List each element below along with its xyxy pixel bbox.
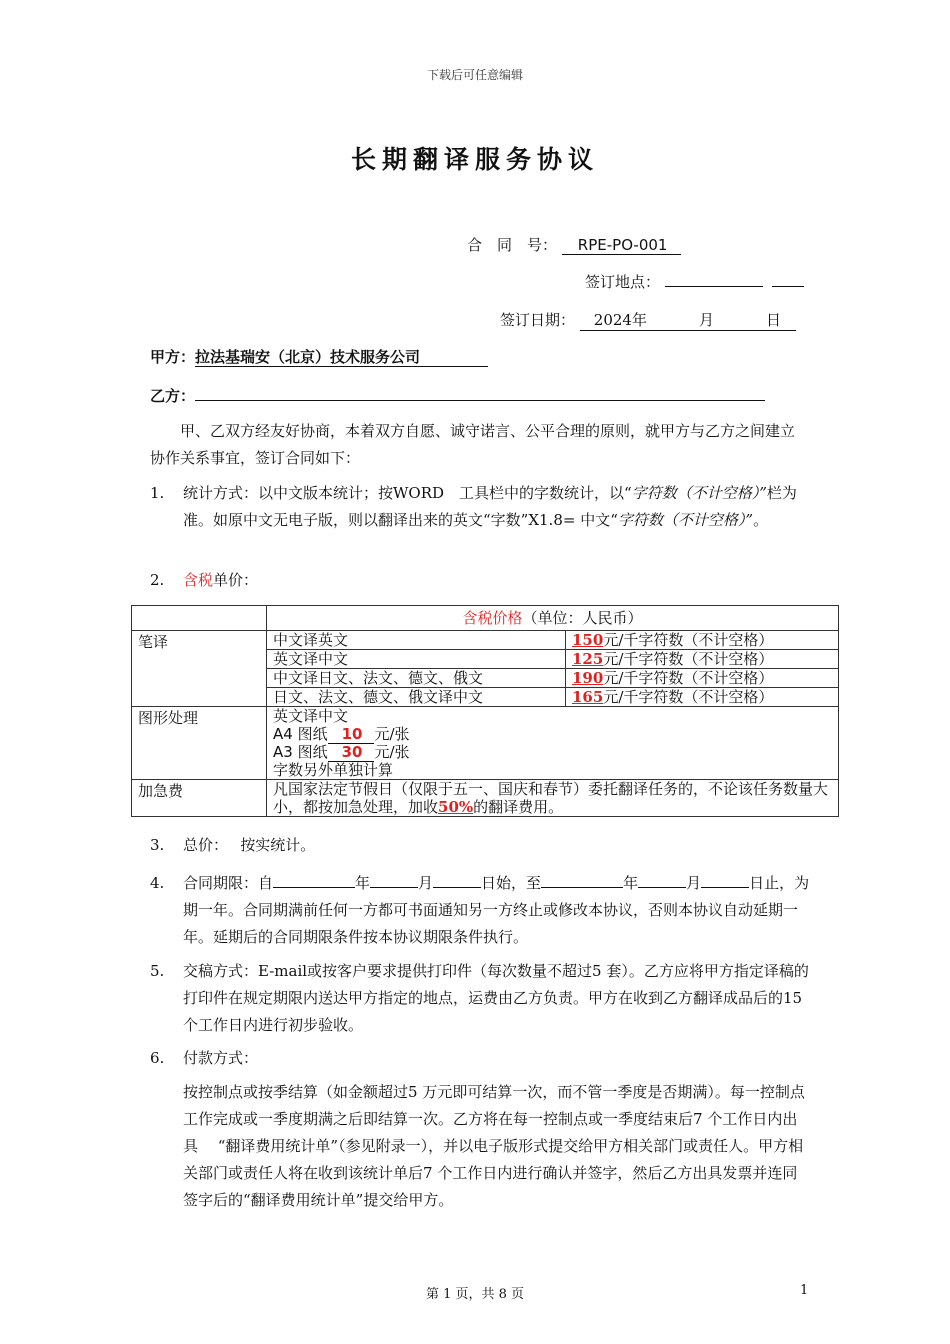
clause-4-number: 4. xyxy=(150,874,165,892)
table-row xyxy=(267,650,838,669)
translation-label: 笔译 xyxy=(132,631,267,707)
clause-1 xyxy=(150,480,810,534)
urgent-label: 加急费 xyxy=(132,780,267,817)
clause-6-number: 6. xyxy=(150,1049,165,1067)
pair-cell: 日文、法文、德文、俄文译中文 xyxy=(267,688,566,707)
party-a-label: 甲方： xyxy=(150,348,196,366)
clause-1-text xyxy=(183,480,810,534)
party-b-row xyxy=(150,385,765,406)
clause-4-month: 月 xyxy=(418,874,434,892)
clause-4-text xyxy=(183,870,810,951)
price-unit: 元/千字符数（不计空格） xyxy=(603,688,774,706)
urgent-cell xyxy=(267,780,839,817)
sign-date-label: 签订日期： xyxy=(500,311,576,329)
a4-unit: 元/张 xyxy=(374,725,410,743)
a3-unit: 元/张 xyxy=(374,743,410,761)
header-cell xyxy=(267,606,839,631)
page-number: 1 xyxy=(800,1283,809,1298)
translation-subtable xyxy=(267,631,838,706)
price-value: 150 xyxy=(572,631,604,649)
clause-1-part-c: 栏为准。如原中文无电子版，则以翻译出来的英文“字数”X1.8= 中文“ xyxy=(183,484,797,529)
contract-number-row xyxy=(467,234,681,255)
clause-2-number: 2. xyxy=(150,571,165,589)
clause-6-body-wrap xyxy=(150,1079,810,1214)
clause-6-body: 按控制点或按季结算（如金额超过5 万元即可结算一次，而不管一季度是否期满）。每一控制点工作完成或一季度期满之后即结算一次。乙方将在每一控制点或一季度结束后7 个工作日内出具 “翻译费用统计单”（参见附录一），并以电子版形式提交给甲方相关部门或责任人。甲方相关部门或责任人将在收到该统计单后7 个工作日内进行确认并签字，然后乙方出具发票并连同签字后的“翻译费用统计单”提交给甲方。 xyxy=(183,1083,805,1209)
graphics-a3 xyxy=(273,743,832,761)
price-value: 190 xyxy=(572,669,604,687)
translation-cell xyxy=(267,631,839,707)
price-cell xyxy=(566,669,839,688)
header-rest: （单位：人民币） xyxy=(522,609,643,627)
clause-1-number: 1. xyxy=(150,484,165,502)
sign-date-day: 日 xyxy=(766,311,782,329)
table-row xyxy=(267,669,838,688)
translation-row xyxy=(132,631,839,707)
blank xyxy=(701,873,749,888)
urgent-row xyxy=(132,780,839,817)
urgent-percent: 50% xyxy=(438,798,474,816)
party-b-label: 乙方： xyxy=(150,387,196,405)
price-cell xyxy=(566,631,839,650)
sign-place-blank-2 xyxy=(772,272,804,287)
clause-5-text: 交稿方式：E-mail或按客户要求提供打印件（每次数量不超过5 套）。乙方应将甲方指定译稿的打印件在规定期限内送达甲方指定的地点，运费由乙方负责。甲方在收到乙方翻译成品后的15 个工作日内进行初步验收。 xyxy=(183,962,818,1034)
contract-number-value: RPE-PO-001 xyxy=(562,236,682,255)
contract-number-label: 合 同 号： xyxy=(467,236,558,254)
price-unit: 元/千字符数（不计空格） xyxy=(603,669,774,687)
clause-4 xyxy=(150,870,810,951)
a4-label: A4 图纸 xyxy=(273,725,328,743)
clause-2 xyxy=(150,567,810,594)
clause-6-title: 付款方式： xyxy=(183,1049,259,1067)
price-table-header xyxy=(132,606,839,631)
pair-cell: 中文译英文 xyxy=(267,631,566,650)
graphics-label: 图形处理 xyxy=(132,707,267,780)
a4-price: 10 xyxy=(328,725,375,744)
sign-date-value xyxy=(580,309,796,331)
urgent-text-b: 的翻译费用。 xyxy=(473,798,564,816)
blank xyxy=(370,873,418,888)
clause-1-part-a: 统计方式：以中文版本统计；按WORD 工具栏中的字数统计，以“ xyxy=(183,484,632,502)
clause-3-text: 总价： 按实统计。 xyxy=(183,836,316,854)
clause-4-start: 日始，至 xyxy=(481,874,542,892)
graphics-row xyxy=(132,707,839,780)
clause-1-part-b: 字符数（不计空格）” xyxy=(631,484,767,502)
price-cell xyxy=(566,688,839,707)
graphics-a4 xyxy=(273,725,832,743)
clause-1-part-e: 。 xyxy=(753,511,769,529)
clause-4-year-2: 年 xyxy=(623,874,639,892)
clause-4-month-2: 月 xyxy=(686,874,702,892)
party-a-row xyxy=(150,346,488,367)
party-a-name: 拉法基瑞安（北京）技术服务公司 xyxy=(195,348,488,367)
a3-price: 30 xyxy=(328,743,375,762)
page-footer: 第 1 页，共 8 页 xyxy=(425,1287,525,1302)
document-title: 长期翻译服务协议 xyxy=(350,145,599,174)
sign-date-row xyxy=(500,309,796,331)
clause-5-number: 5. xyxy=(150,962,165,980)
blank xyxy=(433,873,481,888)
clause-4-rest: 日止，为期一年。合同期满前任何一方都可书面通知另一方终止或修改本协议，否则本协议自动延期一年。延期后的合同期限条件按本协议期限条件执行。 xyxy=(183,874,810,946)
table-row xyxy=(267,631,838,650)
price-cell xyxy=(566,650,839,669)
graphics-cell xyxy=(267,707,839,780)
price-unit: 元/千字符数（不计空格） xyxy=(603,650,774,668)
clause-4-a: 合同期限：自 xyxy=(183,874,274,892)
pair-cell: 中文译日文、法文、德文、俄文 xyxy=(267,669,566,688)
pair-cell: 英文译中文 xyxy=(267,650,566,669)
price-unit: 元/千字符数（不计空格） xyxy=(603,631,774,649)
urgent-text-a: 凡国家法定节假日（仅限于五一、国庆和春节）委托翻译任务的，不论该任务数量大小，都按加急处理，加收 xyxy=(273,780,829,816)
sign-place-row xyxy=(585,271,804,292)
clause-2-rest: 单价： xyxy=(213,571,259,589)
clause-1-part-d: 字符数（不计空格）” xyxy=(617,511,754,529)
sign-place-blank xyxy=(665,272,763,287)
clause-2-text xyxy=(183,567,810,594)
party-b-blank xyxy=(195,386,765,401)
blank xyxy=(273,873,355,888)
header-red: 含税价格 xyxy=(462,609,523,627)
sign-date-year: 2024年 xyxy=(593,311,647,329)
clause-3 xyxy=(150,832,810,859)
clause-3-number: 3. xyxy=(150,836,165,854)
header-empty-cell xyxy=(132,606,267,631)
blank xyxy=(638,873,686,888)
header-note: 下载后可任意编辑 xyxy=(426,68,523,82)
price-value: 165 xyxy=(572,688,604,706)
price-table xyxy=(131,605,839,817)
clause-5 xyxy=(150,958,818,1039)
price-value: 125 xyxy=(572,650,604,668)
a3-label: A3 图纸 xyxy=(273,743,328,761)
sign-place-label: 签订地点： xyxy=(585,273,661,291)
graphics-line-4: 字数另外单独计算 xyxy=(273,761,394,779)
clause-6 xyxy=(150,1045,810,1072)
graphics-line-1: 英文译中文 xyxy=(273,707,349,725)
table-row xyxy=(267,688,838,707)
intro-paragraph: 甲、乙双方经友好协商，本着双方自愿、诚守诺言、公平合理的原则，就甲方与乙方之间建立协作关系事宜，签订合同如下： xyxy=(150,422,796,467)
blank xyxy=(541,873,623,888)
clause-4-year: 年 xyxy=(355,874,371,892)
clause-2-red: 含税 xyxy=(183,571,214,589)
sign-date-month: 月 xyxy=(698,311,714,329)
